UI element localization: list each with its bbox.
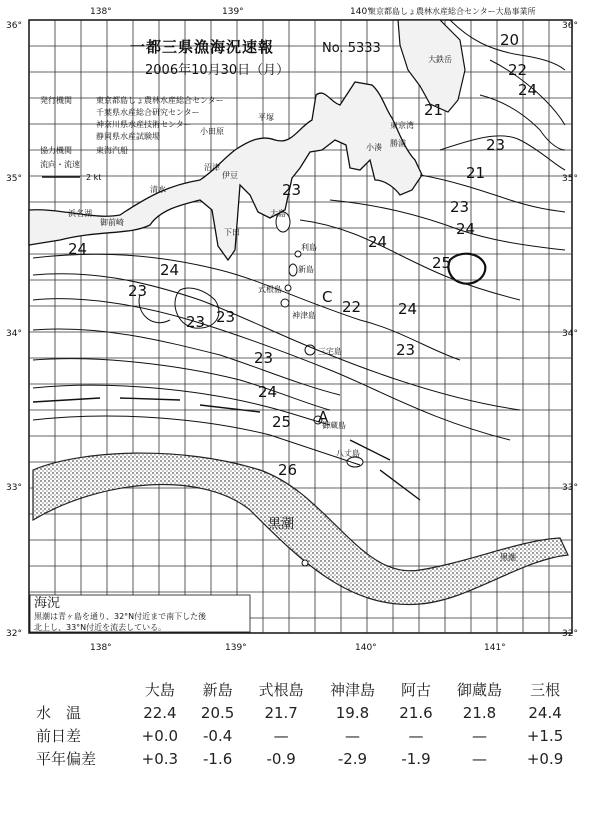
lat-label-left-35: 35°: [6, 174, 22, 184]
place-label: 大鉄岳: [428, 55, 452, 64]
island-name: 新島: [202, 681, 233, 699]
place-label: 浜名湖: [68, 209, 92, 218]
island-name: 三根: [530, 681, 561, 699]
iso-label: 25: [272, 413, 292, 431]
iso-label: 23: [186, 313, 206, 331]
place-label: 小湊: [366, 143, 382, 152]
table-cell: —: [344, 726, 360, 745]
iso-label: 24: [456, 220, 476, 238]
iso-label: 23: [254, 349, 274, 367]
place-label: C: [322, 288, 333, 306]
island-name: 神津島: [329, 681, 375, 699]
place-label: 下田: [224, 228, 240, 237]
publisher-label: 発行機関: [40, 96, 72, 105]
table-row: [30, 701, 575, 724]
temperature-table: [30, 678, 575, 770]
publisher-1: 東京都島しょ農林水産総合センター: [96, 96, 224, 105]
table-cell: -0.9: [266, 749, 296, 768]
lon-label-bottom-141: 141°: [484, 643, 506, 653]
iso-label: 24: [160, 261, 180, 279]
current-arrow: [380, 470, 420, 500]
lat-label-right-32: 32°: [562, 629, 578, 639]
place-label: 大島: [270, 209, 286, 218]
table-cell: +0.0: [141, 726, 179, 745]
kuroshio-band: [33, 453, 568, 604]
isotherm-line: [300, 220, 520, 300]
iso-label: 24: [68, 240, 88, 258]
table-cell: 21.7: [264, 703, 298, 722]
table-cell: —: [273, 726, 289, 745]
iso-label: 26: [278, 461, 298, 479]
iso-label: 21: [466, 164, 486, 182]
kuroshio-label: 黒潮: [268, 517, 295, 532]
note-heading: 海況: [34, 596, 61, 611]
lon-label-bottom-138: 138°: [90, 643, 112, 653]
place-label: 御前崎: [100, 218, 124, 227]
report-number: No. 5333: [322, 41, 381, 56]
report-date: 2006年10月30日（月）: [145, 63, 290, 78]
table-cell: -1.9: [401, 749, 431, 768]
cooperation-label: 協力機関: [40, 146, 72, 155]
current-arrow: [200, 405, 260, 412]
publisher-2: 千葉県水産総合研究センター: [96, 108, 200, 117]
cooperation-name: 東海汽船: [96, 146, 128, 155]
place-label: 神津島: [292, 311, 316, 320]
iso-label: 23: [128, 282, 148, 300]
iso-label: 20: [500, 31, 520, 49]
note-line-1: 黒潮は青ヶ島を通り、32°N付近まで南下した後: [34, 612, 207, 621]
island-temperature-table: [30, 678, 575, 770]
lat-label-right-35: 35°: [562, 174, 578, 184]
iso-label: 23: [216, 308, 236, 326]
lon-label-bottom-140: 140°: [355, 643, 377, 653]
lat-label-right-34: 34°: [562, 329, 578, 339]
credit-topright: 東京都島しょ農林水産総合センター大島事業所: [368, 7, 536, 16]
table-header-row: [30, 678, 575, 701]
place-label: A: [318, 408, 329, 426]
place-label: 御蔵島: [322, 421, 346, 430]
iso-label: 24: [398, 300, 418, 318]
lat-label-left-32: 32°: [6, 629, 22, 639]
island-name: 大島: [144, 681, 175, 699]
table-cell: -1.6: [202, 749, 233, 768]
place-label: 東京湾: [390, 121, 414, 130]
lat-label-right-36: 36°: [562, 21, 578, 31]
table-cell: 24.4: [528, 703, 562, 722]
current-legend-unit: 2 kt: [86, 173, 102, 182]
iso-label: 25: [432, 254, 452, 272]
place-label: 小田原: [200, 127, 224, 136]
table-cell: —: [408, 726, 424, 745]
table-corner: [30, 678, 130, 701]
iso-label: 21: [424, 101, 444, 119]
island-name: 阿古: [400, 681, 431, 699]
table-row: [30, 724, 575, 747]
niijima-shape: [289, 264, 297, 276]
kozushima-shape: [281, 299, 289, 307]
place-label: 利島: [301, 243, 317, 252]
current-legend-label: 流向・流速: [40, 160, 80, 169]
place-label: 八丈島: [336, 449, 360, 458]
iso-label: 24: [368, 233, 388, 251]
table-cell: —: [472, 726, 487, 745]
iso-label: 23: [450, 198, 470, 216]
table-cell: -0.4: [202, 726, 233, 745]
place-label: 清水: [150, 185, 166, 194]
current-arrow: [120, 398, 180, 400]
table-row: [30, 747, 575, 770]
place-label: 新島: [298, 265, 314, 274]
iso-label: 23: [396, 341, 416, 359]
iso-label: 23: [486, 136, 506, 154]
island-name: 御蔵島: [457, 681, 503, 699]
table-cell: 21.6: [399, 703, 433, 722]
place-label: 平塚: [258, 113, 274, 122]
isotherm-line: [330, 200, 565, 250]
table-cell: -2.9: [337, 749, 368, 768]
lat-label-left-36: 36°: [6, 21, 22, 31]
place-label: 沼津: [204, 163, 220, 172]
table-cell: +1.5: [526, 726, 564, 745]
lon-label-bottom-139: 139°: [225, 643, 247, 653]
iso-label: 22: [508, 61, 528, 79]
table-cell: —: [472, 749, 487, 768]
row-label: 前日差: [36, 727, 82, 745]
lat-label-left-34: 34°: [6, 329, 22, 339]
place-label: 黒潮: [500, 553, 516, 562]
table-cell: 20.5: [200, 703, 235, 722]
lon-label-top-139: 139°: [222, 7, 244, 17]
iso-label: 24: [258, 383, 278, 401]
place-label: 三宅島: [318, 347, 342, 356]
isotherm-lines: [33, 20, 565, 465]
current-arrow: [33, 398, 100, 402]
isotherm-line: [448, 254, 485, 284]
hachijojima-shape: [347, 457, 363, 467]
place-label: 伊豆: [222, 171, 238, 180]
map-title: 一都三県漁海況速報: [130, 38, 275, 56]
place-label: 式根島: [258, 285, 282, 294]
publisher-3: 神奈川県水産技術センター: [96, 120, 192, 129]
note-line-2: 北上し、33°N付近を流去している。: [34, 623, 167, 632]
iso-label: 22: [342, 298, 362, 316]
legend-block: [40, 95, 224, 182]
table-cell: 21.8: [462, 703, 497, 722]
iso-label: 23: [282, 181, 302, 199]
publisher-4: 静岡県水産試験場: [96, 132, 160, 141]
table-cell: 19.8: [335, 703, 370, 722]
lat-label-right-33: 33°: [562, 483, 578, 493]
shikinejima-shape: [285, 285, 291, 291]
aogashima-shape: [302, 560, 308, 566]
iso-label: 24: [518, 81, 538, 99]
table-cell: +0.9: [526, 749, 564, 768]
lon-label-top-138: 138°: [90, 7, 112, 17]
table-cell: 22.4: [143, 703, 177, 722]
isotherm-line: [420, 175, 565, 212]
lon-label-top-140: 140°: [350, 7, 372, 17]
lat-label-left-33: 33°: [6, 483, 22, 493]
row-label: 平年偏差: [36, 750, 97, 768]
table-cell: +0.3: [141, 749, 179, 768]
island-name: 式根島: [258, 681, 304, 699]
place-label: 勝浦: [390, 139, 406, 148]
row-label: 水 温: [36, 704, 82, 722]
